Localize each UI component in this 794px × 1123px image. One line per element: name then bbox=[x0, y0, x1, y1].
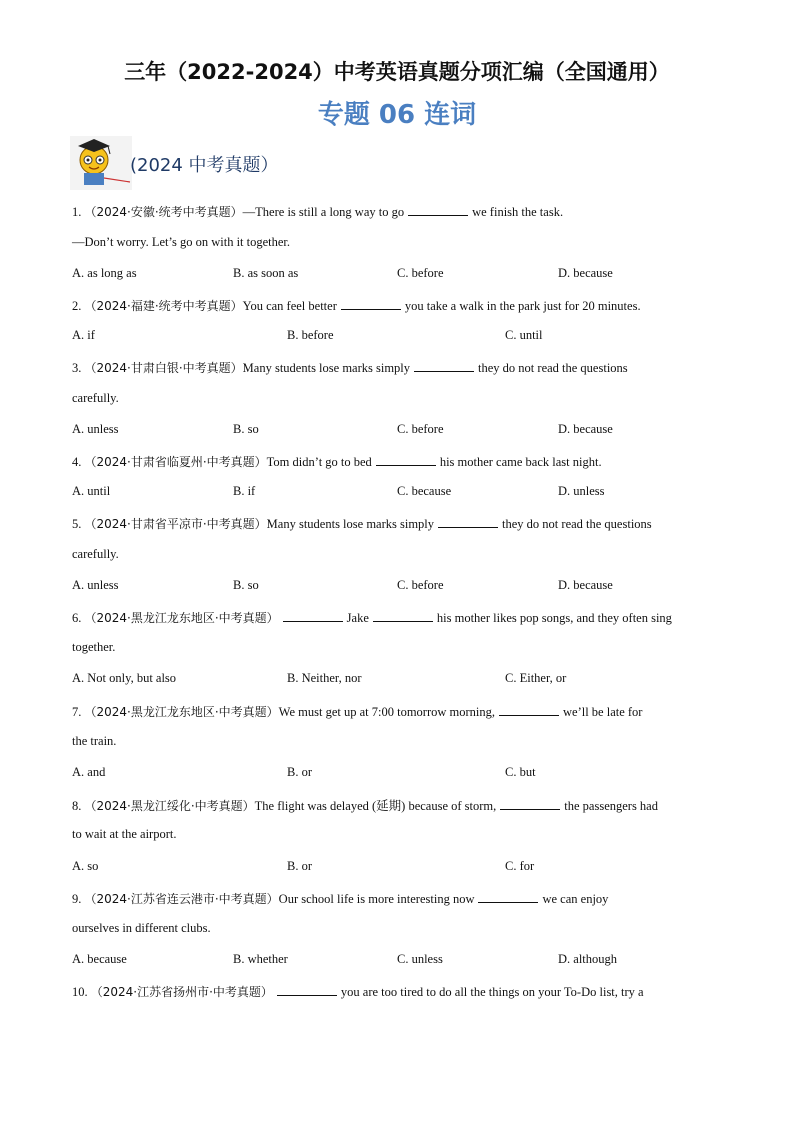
question-4: 4. （2024·甘肃省临夏州·中考真题）Tom didn’t go to bed his mother came back last night. bbox=[72, 455, 602, 469]
question-3-line2: carefully. bbox=[72, 391, 119, 405]
answer-blank bbox=[277, 984, 337, 996]
option-a: A. until bbox=[72, 484, 111, 498]
answer-blank bbox=[341, 298, 401, 310]
option-c: C. for bbox=[505, 859, 535, 873]
option-a: A. if bbox=[72, 328, 95, 342]
option-a: A. because bbox=[72, 952, 127, 966]
question-2: 2. （2024·福建·统考中考真题）You can feel better you take a walk in the park just for 20 minutes. bbox=[72, 299, 641, 313]
answer-blank bbox=[438, 516, 498, 528]
question-9: 9. （2024·江苏省连云港市·中考真题）Our school life is more interesting now we can enjoy bbox=[72, 892, 609, 906]
question-6-line2: together. bbox=[72, 640, 116, 654]
question-9-line2: ourselves in different clubs. bbox=[72, 921, 211, 935]
option-b: B. or bbox=[287, 765, 312, 779]
option-d: D. unless bbox=[558, 484, 605, 498]
option-a: A. unless bbox=[72, 578, 119, 592]
option-d: D. because bbox=[558, 578, 613, 592]
question-1: 1. （2024·安徽·统考中考真题）—There is still a long way to go we finish the task. bbox=[72, 205, 564, 219]
answer-blank bbox=[499, 704, 559, 716]
answer-blank bbox=[408, 204, 468, 216]
option-d: D. because bbox=[558, 422, 613, 436]
question-6: 6. （2024·黑龙江龙东地区·中考真题） Jake his mother likes pop songs, and they often sing bbox=[72, 611, 672, 625]
answer-blank bbox=[478, 891, 538, 903]
question-1-line2: —Don’t worry. Let’s go on with it together. bbox=[72, 235, 291, 249]
option-c: C. until bbox=[505, 328, 543, 342]
question-8-line2: to wait at the airport. bbox=[72, 827, 177, 841]
mascot-graduate-icon bbox=[70, 136, 132, 190]
question-5: 5. （2024·甘肃省平凉市·中考真题）Many students lose marks simply they do not read the questions bbox=[72, 517, 652, 531]
option-d: D. although bbox=[558, 952, 618, 966]
answer-blank bbox=[283, 610, 343, 622]
question-10: 10. （2024·江苏省扬州市·中考真题） you are too tired to do all the things on your To-Do list, try a bbox=[72, 985, 644, 999]
option-a: A. unless bbox=[72, 422, 119, 436]
question-5-line2: carefully. bbox=[72, 547, 119, 561]
option-c: C. because bbox=[397, 484, 452, 498]
option-b: B. if bbox=[233, 484, 256, 498]
page-title: 三年（2022-2024）中考英语真题分项汇编（全国通用） bbox=[124, 60, 670, 84]
option-c: C. unless bbox=[397, 952, 443, 966]
question-7: 7. （2024·黑龙江龙东地区·中考真题）We must get up at 7:00 tomorrow morning, we’ll be late for bbox=[72, 705, 643, 719]
option-b: B. so bbox=[233, 422, 259, 436]
page-subtitle: 专题 06 连词 bbox=[317, 100, 477, 130]
option-b: B. before bbox=[287, 328, 334, 342]
answer-blank bbox=[414, 360, 474, 372]
option-c: C. but bbox=[505, 765, 536, 779]
option-a: A. and bbox=[72, 765, 106, 779]
option-c: C. before bbox=[397, 266, 444, 280]
option-c: C. before bbox=[397, 578, 444, 592]
option-c: C. before bbox=[397, 422, 444, 436]
question-8: 8. （2024·黑龙江绥化·中考真题）The flight was delayed (延期) because of storm, the passengers had bbox=[72, 799, 658, 813]
option-b: B. Neither, nor bbox=[287, 671, 362, 685]
section-label: (2024 中考真题） bbox=[130, 155, 279, 176]
option-b: B. as soon as bbox=[233, 266, 299, 280]
option-a: A. Not only, but also bbox=[72, 671, 177, 685]
question-7-line2: the train. bbox=[72, 734, 117, 748]
answer-blank bbox=[373, 610, 433, 622]
answer-blank bbox=[376, 454, 436, 466]
option-b: B. whether bbox=[233, 952, 288, 966]
option-a: A. as long as bbox=[72, 266, 137, 280]
option-b: B. so bbox=[233, 578, 259, 592]
option-b: B. or bbox=[287, 859, 312, 873]
option-c: C. Either, or bbox=[505, 671, 567, 685]
option-d: D. because bbox=[558, 266, 613, 280]
option-a: A. so bbox=[72, 859, 99, 873]
question-3: 3. （2024·甘肃白银·中考真题）Many students lose marks simply they do not read the questions bbox=[72, 361, 628, 375]
answer-blank bbox=[500, 798, 560, 810]
